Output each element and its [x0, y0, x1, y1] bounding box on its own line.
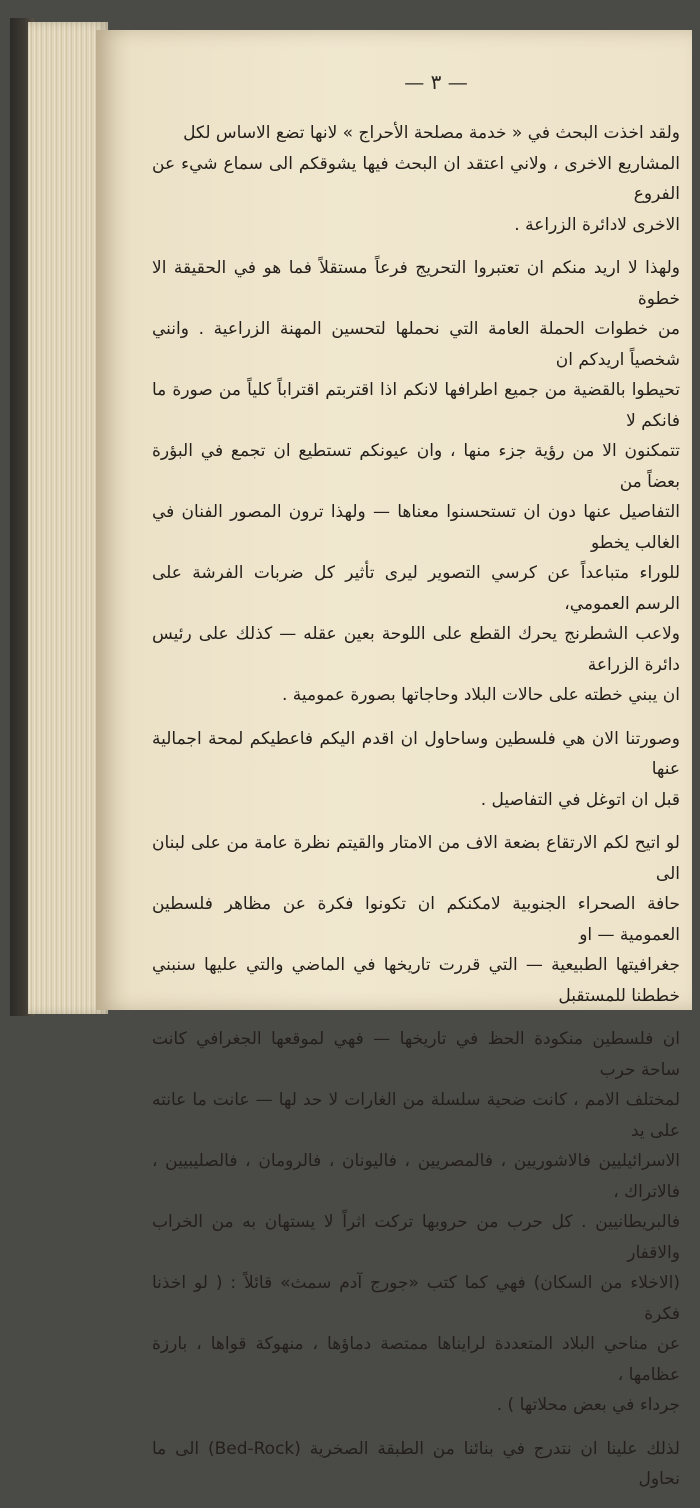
- paragraph: [152, 828, 680, 1011]
- text-line: لمختلف الامم ، كانت ضحية سلسلة من الغارات لا حد لها — عانت ما عانته على يد: [152, 1090, 680, 1141]
- text-line: ولهذا لا اريد منكم ان تعتبروا التحريج فرعاً مستقلاً فما هو في الحقيقة الا خطوة: [152, 258, 680, 309]
- paragraph: [152, 253, 680, 711]
- paragraph: [152, 118, 680, 240]
- text-line: قبل ان اتوغل في التفاصيل .: [480, 789, 680, 810]
- text-line: التفاصيل عنها دون ان تستحسنوا معناها — ولهذا ترون المصور الفنان في الغالب يخطو: [152, 502, 680, 553]
- paragraph: [152, 724, 680, 816]
- text-line: ان يبني خطته على حالات البلاد وحاجاتها بصورة عمومية .: [282, 685, 680, 705]
- text-line: ولقد اخذت البحث في « خدمة مصلحة الأحراج » لانها تضع الاساس لكل: [183, 123, 680, 143]
- text-line: الاسرائيليين فالاشوريين ، فالمصريين ، فاليونان ، فالرومان ، فالصليبيين ، فالاتراك ،: [152, 1151, 680, 1202]
- text-line: وصورتنا الان هي فلسطين وساحاول ان اقدم اليكم فاعطيكم لمحة اجمالية عنها: [152, 728, 680, 779]
- text-line: (الاخلاء من السكان) فهي كما كتب «جورج آدم سمث» قائلاً : ( لو اخذنا فكرة: [152, 1273, 680, 1324]
- page-body: [152, 118, 680, 1508]
- text-line: لذلك علينا ان نتدرج في بنائنا من الطبقة الصخرية (Bed-Rock) الى ما نحاول: [152, 1438, 680, 1489]
- text-line: جغرافيتها الطبيعية — التي قررت تاريخها في الماضي والتي عليها سنبني خططنا للمستقبل: [152, 955, 680, 1006]
- text-line: ان فلسطين منكودة الحظ في تاريخها — فهي لموقعها الجغرافي كانت ساحة حرب: [152, 1029, 680, 1080]
- paragraph: [152, 1024, 680, 1421]
- text-line: حافة الصحراء الجنوبية لامكنكم ان تكونوا فكرة عن مظاهر فلسطين العمومية — او: [152, 894, 680, 945]
- text-line: تتمكنون الا من رؤية جزء منها ، وان عيونكم تستطيع ان تجمع في البؤرة بعضاً من: [152, 441, 680, 492]
- text-line: الاخرى لادائرة الزراعة .: [514, 214, 680, 235]
- text-line: للوراء متباعداً عن كرسي التصوير ليرى تأثير كل ضربات الفرشة على الرسم العمومي،: [152, 563, 680, 614]
- text-line: من خطوات الحملة العامة التي نحملها لتحسين المهنة الزراعية . وانني شخصياً اريدكم ان: [152, 319, 680, 370]
- text-line: المشاريع الاخرى ، ولاني اعتقد ان البحث فيها يشوقكم الى سماع شيء عن الفروع: [152, 153, 680, 204]
- text-line: تحيطوا بالقضية من جميع اطرافها لانكم اذا اقتربتم اقتراباً كلياً من صورة ما فانكم لا: [152, 380, 680, 431]
- text-line: لو اتيح لكم الارتقاع بضعة الاف من الامتار والقيتم نظرة عامة من على لبنان الى: [152, 833, 680, 884]
- text-line: فالبريطانيين . كل حرب من حروبها تركت اثراً لا يستهان به من الخراب والاقفار: [152, 1212, 680, 1263]
- text-line: ولاعب الشطرنج يحرك القطع على اللوحة بعين عقله — كذلك على رئيس دائرة الزراعة: [152, 624, 680, 675]
- text-line: عن مناحي البلاد المتعددة لرايناها ممتصة دماؤها ، منهوكة قواها ، بارزة عظامها ،: [152, 1334, 680, 1385]
- book-page: [96, 30, 692, 1489]
- paragraph: [152, 1434, 680, 1495]
- page-number: — ٣ —: [404, 70, 468, 94]
- text-line: جرداء في بعض محلاتها ) .: [496, 1395, 680, 1415]
